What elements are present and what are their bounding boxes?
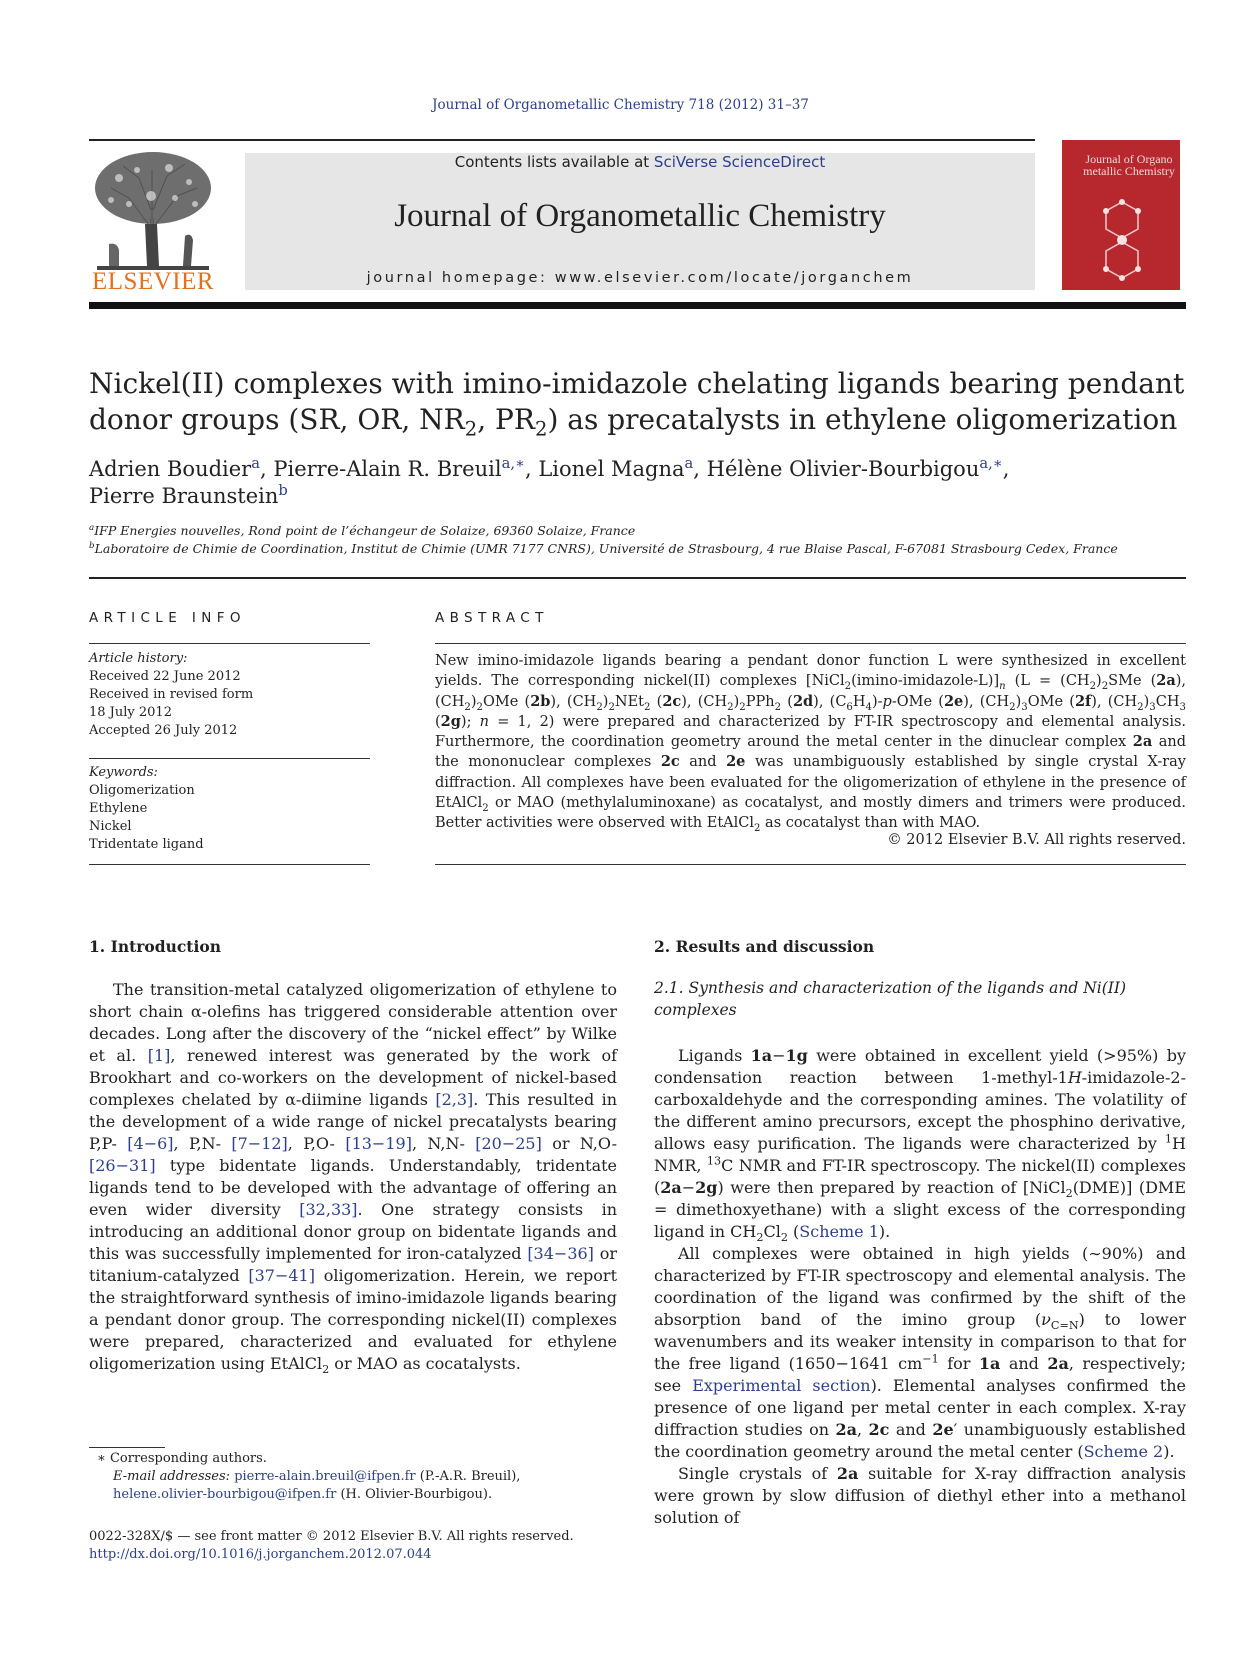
history-item: 18 July 2012 bbox=[89, 705, 172, 720]
title-line-1: Nickel(II) complexes with imino-imidazole chelating ligands bearing pendant bbox=[89, 367, 1185, 400]
paragraph: The transition-metal catalyzed oligomerization of ethylene to short chain α-olefins has triggered considerable attention over decades. Long after the discovery of the “nickel effect” by Wilke et al. [1], renewed interest was generated by the work of Brookhart and co-workers on the development of nickel-based complexes chelated by α-diimine ligands [2,3]. This resulted in the development of a wide range of nickel precatalysts bearing P,P- [4−6], P,N- [7−12], P,O- [13−19], N,N- [20−25] or N,O- [26−31] type bidentate ligands. Understandably, tridentate ligands tend to be developed with the advantage of offering an even wider diversity [32,33]. One strategy consists in introducing an additional donor group on bidentate ligands and this was successfully implemented for iron-catalyzed [34−36] or titanium-catalyzed [37−41] oligomerization. Herein, we report the straightforward synthesis of imino-imidazole ligands bearing a pendant donor group. The corresponding nickel(II) complexes were prepared, characterized and evaluated for ethylene oligomerization using EtAlCl$_2$ or MAO as cocatalysts. bbox=[89, 980, 618, 1377]
subsection-heading: 2.1. Synthesis and characterization of the ligands and Ni(II) complexes bbox=[654, 979, 1127, 1019]
reference-link[interactable]: [2,3] bbox=[435, 1090, 474, 1109]
journal-homepage[interactable]: journal homepage: www.elsevier.com/locate/jorganchem bbox=[366, 270, 914, 286]
doi-link[interactable]: http://dx.doi.org/10.1016/j.jorganchem.2012.07.044 bbox=[89, 1547, 432, 1562]
keywords-label: Keywords: bbox=[89, 765, 158, 780]
reference-link[interactable]: [7−12] bbox=[231, 1134, 288, 1153]
article-info-rule bbox=[89, 758, 370, 759]
reference-link[interactable]: [26−31] bbox=[89, 1156, 156, 1175]
keyword: Nickel bbox=[89, 819, 132, 834]
article-info-rule bbox=[89, 864, 370, 865]
article-info-rule bbox=[89, 643, 370, 644]
author-affiliation-mark[interactable]: a bbox=[251, 455, 260, 472]
email-link[interactable]: pierre-alain.breuil@ifpen.fr bbox=[234, 1469, 416, 1484]
reference-link[interactable]: [4−6] bbox=[127, 1134, 174, 1153]
paragraph: Single crystals of 2a suitable for X-ray diffraction analysis were grown by slow diffusion of diethyl ether into a methanol solution of bbox=[654, 1464, 1187, 1527]
scheme-link[interactable]: Scheme 2 bbox=[1083, 1442, 1164, 1461]
cover-molecule-icon bbox=[1082, 196, 1162, 286]
author-list: Adrien Boudier$^a$, Pierre-Alain R. Breuil$^{a,∗}$, Lionel Magna$^a$, Hélène Olivier-Bourbigou$^{a,∗}$, Pierre Braunstein$^b$ bbox=[89, 455, 1010, 508]
affiliation-a: $^a$IFP Energies nouvelles, Rond point de l’échangeur de Solaize, 69360 Solaize, France bbox=[89, 522, 636, 538]
email-link[interactable]: helene.olivier-bourbigou@ifpen.fr bbox=[113, 1487, 337, 1502]
front-matter-text: 0022-328X/$ — see front matter © 2012 Elsevier B.V. All rights reserved. bbox=[89, 1529, 574, 1544]
contents-prefix: Contents lists available at bbox=[454, 153, 654, 171]
article-history bbox=[89, 650, 379, 740]
abstract-rule bbox=[435, 643, 1186, 644]
footnote-rule bbox=[89, 1447, 165, 1448]
author-name[interactable]: Pierre Braunstein bbox=[89, 484, 279, 508]
journal-title: Journal of Organometallic Chemistry bbox=[394, 198, 886, 234]
reference-link[interactable]: [34−36] bbox=[527, 1244, 594, 1263]
history-item: Received 22 June 2012 bbox=[89, 669, 241, 684]
section-heading-results: 2. Results and discussion bbox=[654, 937, 875, 956]
header-rule bbox=[89, 139, 1035, 141]
footnotes bbox=[89, 1450, 617, 1504]
abstract-rule bbox=[435, 864, 1186, 865]
header-thick-rule bbox=[89, 302, 1186, 309]
paragraph: All complexes were obtained in high yields (∼90%) and characterized by FT-IR spectroscopy and elemental analysis. The coordination of the ligand was confirmed by the shift of the absorption band of the imino group $(\nu_{C=N})$ to lower wavenumbers and its weaker intensity in comparison to that for the free ligand (1650−1641 $cm^{-1}$ for 1a and 2a, respectively; see Experimental section). Elemental analyses confirmed the presence of one ligand per metal center in each complex. X-ray diffraction studies on 2a, 2c and 2e′ unambiguously established the coordination geometry around the metal center (Scheme 2). bbox=[654, 1244, 1187, 1461]
history-label: Article history: bbox=[89, 651, 188, 666]
reference-link[interactable]: [13−19] bbox=[345, 1134, 412, 1153]
abstract-heading: ABSTRACT bbox=[435, 610, 549, 626]
keywords bbox=[89, 764, 379, 854]
history-item: Accepted 26 July 2012 bbox=[89, 723, 238, 738]
author-affiliation-mark[interactable]: a,∗ bbox=[979, 455, 1003, 472]
keyword: Oligomerization bbox=[89, 783, 195, 798]
abstract-copyright: © 2012 Elsevier B.V. All rights reserved. bbox=[887, 832, 1186, 848]
contents-line bbox=[245, 153, 1035, 171]
email-note: E-mail addresses: pierre-alain.breuil@ifpen.fr (P.-A.R. Breuil), helene.olivier-bourbigou@ifpen.fr (H. Olivier-Bourbigou). bbox=[113, 1469, 521, 1502]
scheme-link[interactable]: Scheme 1 bbox=[799, 1222, 879, 1241]
journal-citation: Journal of Organometallic Chemistry 718 (2012) 31–37 bbox=[432, 97, 809, 113]
author-name[interactable]: Adrien Boudier bbox=[89, 457, 252, 481]
cover-title: Journal of Organo metallic Chemistry bbox=[1083, 152, 1175, 178]
author-affiliation-mark[interactable]: a bbox=[684, 455, 694, 472]
affiliation-rule bbox=[89, 577, 1186, 579]
history-item: Received in revised form bbox=[89, 687, 254, 702]
author-affiliation-mark[interactable]: b bbox=[278, 482, 288, 499]
abstract-body: New imino-imidazole ligands bearing a pendant donor function L were synthesized in excellent yields. The corresponding nickel(II) complexes $[NiCl_2(imino-imidazole-L)]_n$ ($L = (CH_2)_2SMe$ (2a), $(CH_2)_2OMe$ (2b), $(CH_2)_2NEt_2$ (2c), $(CH_2)_2PPh_2$ (2d), $(C_6H_4)-p$-OMe (2e), $(CH_2)_3OMe$ (2f), $(CH_2)_3CH_3$ (2g); n = 1, 2) were prepared and characterized by FT-IR spectroscopy and elemental analysis. Furthermore, the coordination geometry around the metal center in the dinuclear complex 2a and the mononuclear complexes 2c and 2e was unambiguously established by single crystal X-ray diffraction. All complexes have been evaluated for the oligomerization of ethylene in the presence of EtAlCl$_2$ or MAO (methylaluminoxane) as cocatalyst, and mostly dimers and trimers were produced. Better activities were observed with EtAlCl$_2$ as cocatalyst than with MAO. bbox=[435, 653, 1187, 835]
author-affiliation-mark[interactable]: a,∗ bbox=[501, 455, 525, 472]
experimental-section-link[interactable]: Experimental section bbox=[692, 1376, 871, 1395]
journal-cover-image bbox=[1062, 140, 1180, 290]
affiliation-b: $^b$Laboratoire de Chimie de Coordination, Institut de Chimie (UMR 7177 CNRS), Université de Strasbourg, 4 rue Blaise Pascal, F-67081 Strasbourg Cedex, France bbox=[89, 540, 1118, 556]
introduction-body bbox=[89, 979, 617, 1375]
title-line-2: donor groups (SR, OR, $NR_2$, $PR_2$) as precatalysts in ethylene oligomerization bbox=[89, 403, 1178, 441]
reference-link[interactable]: [20−25] bbox=[475, 1134, 542, 1153]
section-heading-introduction: 1. Introduction bbox=[89, 937, 221, 956]
reference-link[interactable]: [37−41] bbox=[248, 1266, 315, 1285]
article-info-heading: ARTICLE INFO bbox=[89, 610, 246, 626]
keyword: Ethylene bbox=[89, 801, 148, 816]
author-name[interactable]: Lionel Magna bbox=[538, 457, 685, 481]
reference-link[interactable]: [32,33] bbox=[299, 1200, 358, 1219]
results-body bbox=[654, 1045, 1186, 1529]
author-name[interactable]: Pierre-Alain R. Breuil bbox=[273, 457, 502, 481]
author-name[interactable]: Hélène Olivier-Bourbigou bbox=[706, 457, 980, 481]
front-matter bbox=[89, 1528, 617, 1564]
elsevier-wordmark: ELSEVIER bbox=[91, 268, 215, 295]
corresponding-note: ∗ Corresponding authors. bbox=[97, 1451, 267, 1466]
paragraph: Ligands 1a−1g were obtained in excellent yield (>95%) by condensation reaction between 1-methyl-1H-imidazole-2-carboxaldehyde and the corresponding amines. The volatility of the different amino precursors, except the phosphino derivative, allows easy purification. The ligands were characterized by $^1$H NMR, $^{13}$C NMR and FT-IR spectroscopy. The nickel(II) complexes (2a−2g) were then prepared by reaction of [NiCl$_2$(DME)] (DME = dimethoxyethane) with a slight excess of the corresponding ligand in $CH_2Cl_2$ (Scheme 1). bbox=[654, 1046, 1186, 1245]
sciencedirect-link[interactable]: SciVerse ScienceDirect bbox=[653, 153, 826, 171]
reference-link[interactable]: [1] bbox=[147, 1046, 171, 1065]
article-title bbox=[89, 366, 1189, 441]
keyword: Tridentate ligand bbox=[89, 837, 204, 852]
